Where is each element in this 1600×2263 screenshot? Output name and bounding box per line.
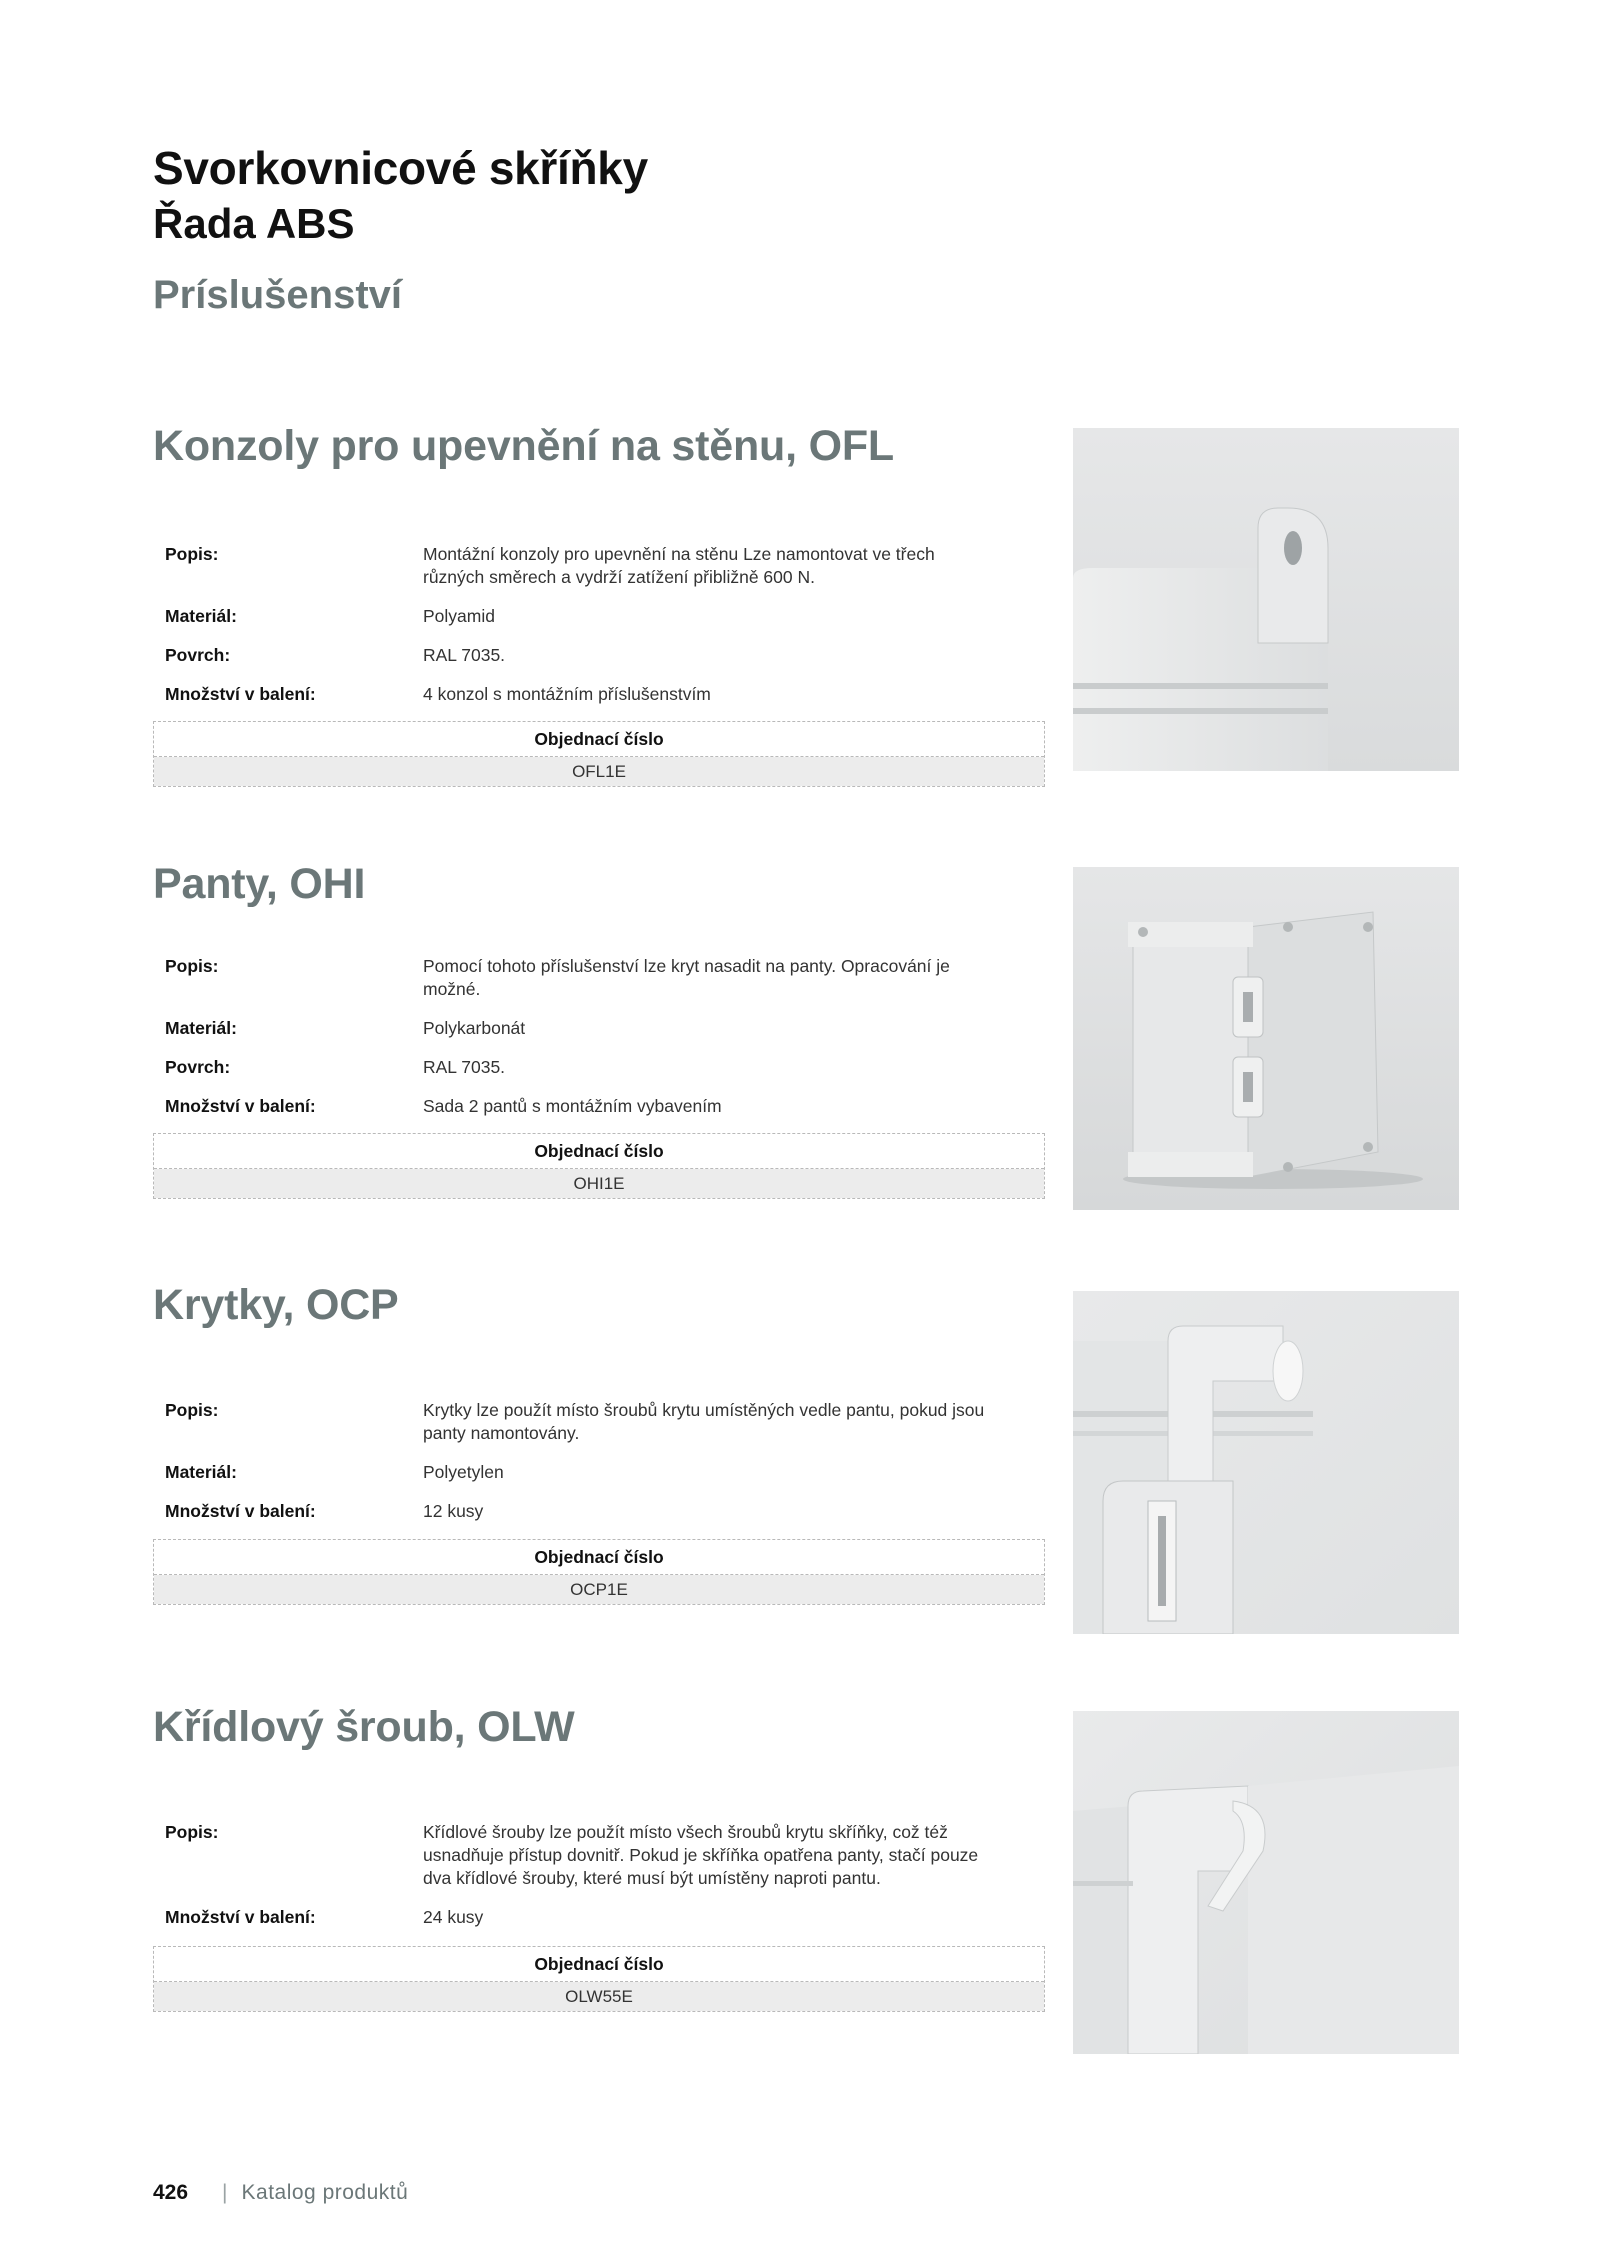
spec-row [153,543,1045,589]
order-number-label: Objednací číslo [154,1947,1044,1982]
spec-list [153,955,1045,1134]
spec-value: Krytky lze použít místo šroubů krytu umístěných vedle pantu, pokud jsou panty namontovány. [423,1400,985,1443]
series-title: Řada ABS [153,199,355,247]
catalog-label: Katalog produktů [241,2181,409,2204]
spec-list [153,1821,1045,1945]
order-number-code: OLW55E [154,1982,1044,2011]
order-number-table [153,721,1045,787]
spec-row [153,1821,1045,1890]
section-title: Panty, OHI [153,860,366,908]
spec-row [153,1095,1045,1118]
footer-separator: | [222,2181,228,2204]
spec-row [153,1399,1045,1445]
section-ofl [153,422,1459,781]
spec-value: Sada 2 pantů s montážním vybavením [423,1096,722,1116]
order-number-label: Objednací číslo [154,1134,1044,1169]
spec-value: Polyetylen [423,1462,504,1482]
page-footer [153,2181,408,2205]
spec-label: Množství v balení: [165,1096,316,1116]
spec-row [153,1461,1045,1484]
spec-value: Montážní konzoly pro upevnění na stěnu Lze namontovat ve třech různých směrech a vydrží zatížení přibližně 600 N. [423,544,935,587]
product-photo-wing-screw [1073,1711,1459,2054]
spec-row [153,605,1045,628]
order-number-table [153,1539,1045,1605]
product-photo-caps [1073,1291,1459,1634]
spec-row [153,1500,1045,1523]
order-number-label: Objednací číslo [154,1540,1044,1575]
section-title: Krytky, OCP [153,1281,399,1329]
order-number-table [153,1946,1045,2012]
spec-row [153,1017,1045,1040]
section-ohi [153,860,1459,1193]
spec-label: Popis: [165,1400,219,1420]
product-photo-hinges [1073,867,1459,1210]
section-title: Konzoly pro upevnění na stěnu, OFL [153,422,894,470]
spec-label: Materiál: [165,1018,237,1038]
spec-row [153,955,1045,1001]
spec-label: Popis: [165,1822,219,1842]
spec-label: Množství v balení: [165,684,316,704]
page-subtitle: Príslušenství [153,273,403,318]
spec-label: Materiál: [165,606,237,626]
section-ocp [153,1281,1459,1599]
spec-value: Polykarbonát [423,1018,526,1038]
order-number-label: Objednací číslo [154,722,1044,757]
spec-label: Povrch: [165,645,231,665]
section-olw [153,1703,1459,2006]
spec-label: Množství v balení: [165,1907,316,1927]
spec-row [153,1906,1045,1929]
spec-label: Množství v balení: [165,1501,316,1521]
spec-value: 24 kusy [423,1907,484,1927]
spec-label: Popis: [165,544,219,564]
spec-list [153,1399,1045,1539]
spec-row [153,683,1045,706]
spec-label: Povrch: [165,1057,231,1077]
spec-label: Materiál: [165,1462,237,1482]
spec-value: 12 kusy [423,1501,484,1521]
product-photo-wall-bracket [1073,428,1459,771]
spec-row [153,644,1045,667]
page-header [153,142,648,318]
spec-label: Popis: [165,956,219,976]
spec-value: RAL 7035. [423,645,506,665]
spec-value: Pomocí tohoto příslušenství lze kryt nasadit na panty. Opracování je možné. [423,956,950,999]
spec-list [153,543,1045,722]
spec-row [153,1056,1045,1079]
order-number-code: OFL1E [154,757,1044,786]
section-title: Křídlový šroub, OLW [153,1703,575,1751]
spec-value: RAL 7035. [423,1057,506,1077]
order-number-code: OCP1E [154,1575,1044,1604]
page-title: Svorkovnicové skříňky [153,142,648,194]
spec-value: Křídlové šrouby lze použít místo všech šroubů krytu skříňky, což též usnadňuje přístup dovnitř. Pokud je skříňka opatřena panty, stačí pouze dva křídlové šrouby, které musí být umístěny naproti pantu. [423,1822,979,1888]
spec-value: 4 konzol s montážním příslušenstvím [423,684,711,704]
order-number-code: OHI1E [154,1169,1044,1198]
page-number: 426 [153,2181,189,2204]
spec-value: Polyamid [423,606,495,626]
order-number-table [153,1133,1045,1199]
